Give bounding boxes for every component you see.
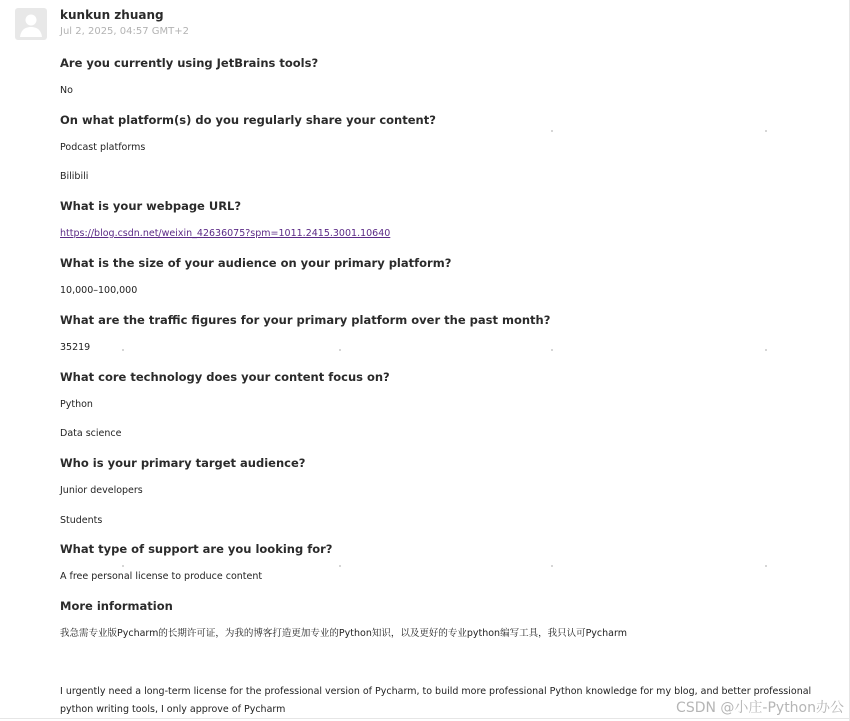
answer-jetbrains-tools: No: [60, 85, 73, 96]
artifact-dot: [122, 349, 124, 351]
question-webpage-url: What is your webpage URL?: [60, 199, 242, 213]
artifact-dot: [765, 565, 767, 567]
question-support-type: What type of support are you looking for?: [60, 542, 333, 556]
answer-audience-size: 10,000–100,000: [60, 285, 138, 296]
answer-support-type: A free personal license to produce content: [60, 571, 263, 582]
answer-platform-bilibili: Bilibili: [60, 171, 89, 182]
message-header: [60, 7, 189, 41]
question-target-audience: Who is your primary target audience?: [60, 456, 306, 470]
answer-more-information-chinese: 我急需专业版Pycharm的长期许可证，为我的博客打造更加专业的Python知识，以及更好的专业python编写工具，我只认可Pycharm: [60, 628, 627, 639]
question-core-technology: What core technology does your content focus on?: [60, 370, 390, 384]
message-date: Jul 2, 2025, 04:57 GMT+2: [60, 26, 189, 37]
artifact-dot: [122, 565, 124, 567]
answer-traffic-figures: 35219: [60, 342, 91, 353]
watermark: CSDN @小庄-Python办公: [676, 700, 844, 716]
artifact-dot: [551, 130, 553, 132]
answer-audience-students: Students: [60, 515, 103, 526]
artifact-dot: [551, 349, 553, 351]
answer-audience-junior: Junior developers: [60, 485, 143, 496]
answer-technology-python: Python: [60, 399, 93, 410]
bottom-divider: [0, 718, 850, 719]
webpage-url-link[interactable]: https://blog.csdn.net/weixin_42636075?spm=1011.2415.3001.10640: [60, 228, 391, 239]
answer-more-information-english: I urgently need a long-term license for the professional version of Pycharm, to build more professional Python knowledge for my blog, and better professional python writing tools, I only approve of Pycharm: [60, 686, 812, 715]
answer-platform-podcast: Podcast platforms: [60, 142, 146, 153]
question-platforms: On what platform(s) do you regularly share your content?: [60, 113, 436, 127]
avatar: [15, 8, 47, 40]
question-more-information: More information: [60, 599, 173, 613]
artifact-dot: [339, 349, 341, 351]
question-jetbrains-tools: Are you currently using JetBrains tools?: [60, 56, 319, 70]
question-traffic-figures: What are the traffic figures for your primary platform over the past month?: [60, 313, 551, 327]
user-icon: [15, 8, 47, 40]
answer-technology-data-science: Data science: [60, 428, 122, 439]
author-name: kunkun zhuang: [60, 8, 164, 22]
artifact-dot: [339, 565, 341, 567]
artifact-dot: [551, 565, 553, 567]
artifact-dot: [765, 130, 767, 132]
artifact-dot: [765, 349, 767, 351]
question-audience-size: What is the size of your audience on your primary platform?: [60, 256, 452, 270]
